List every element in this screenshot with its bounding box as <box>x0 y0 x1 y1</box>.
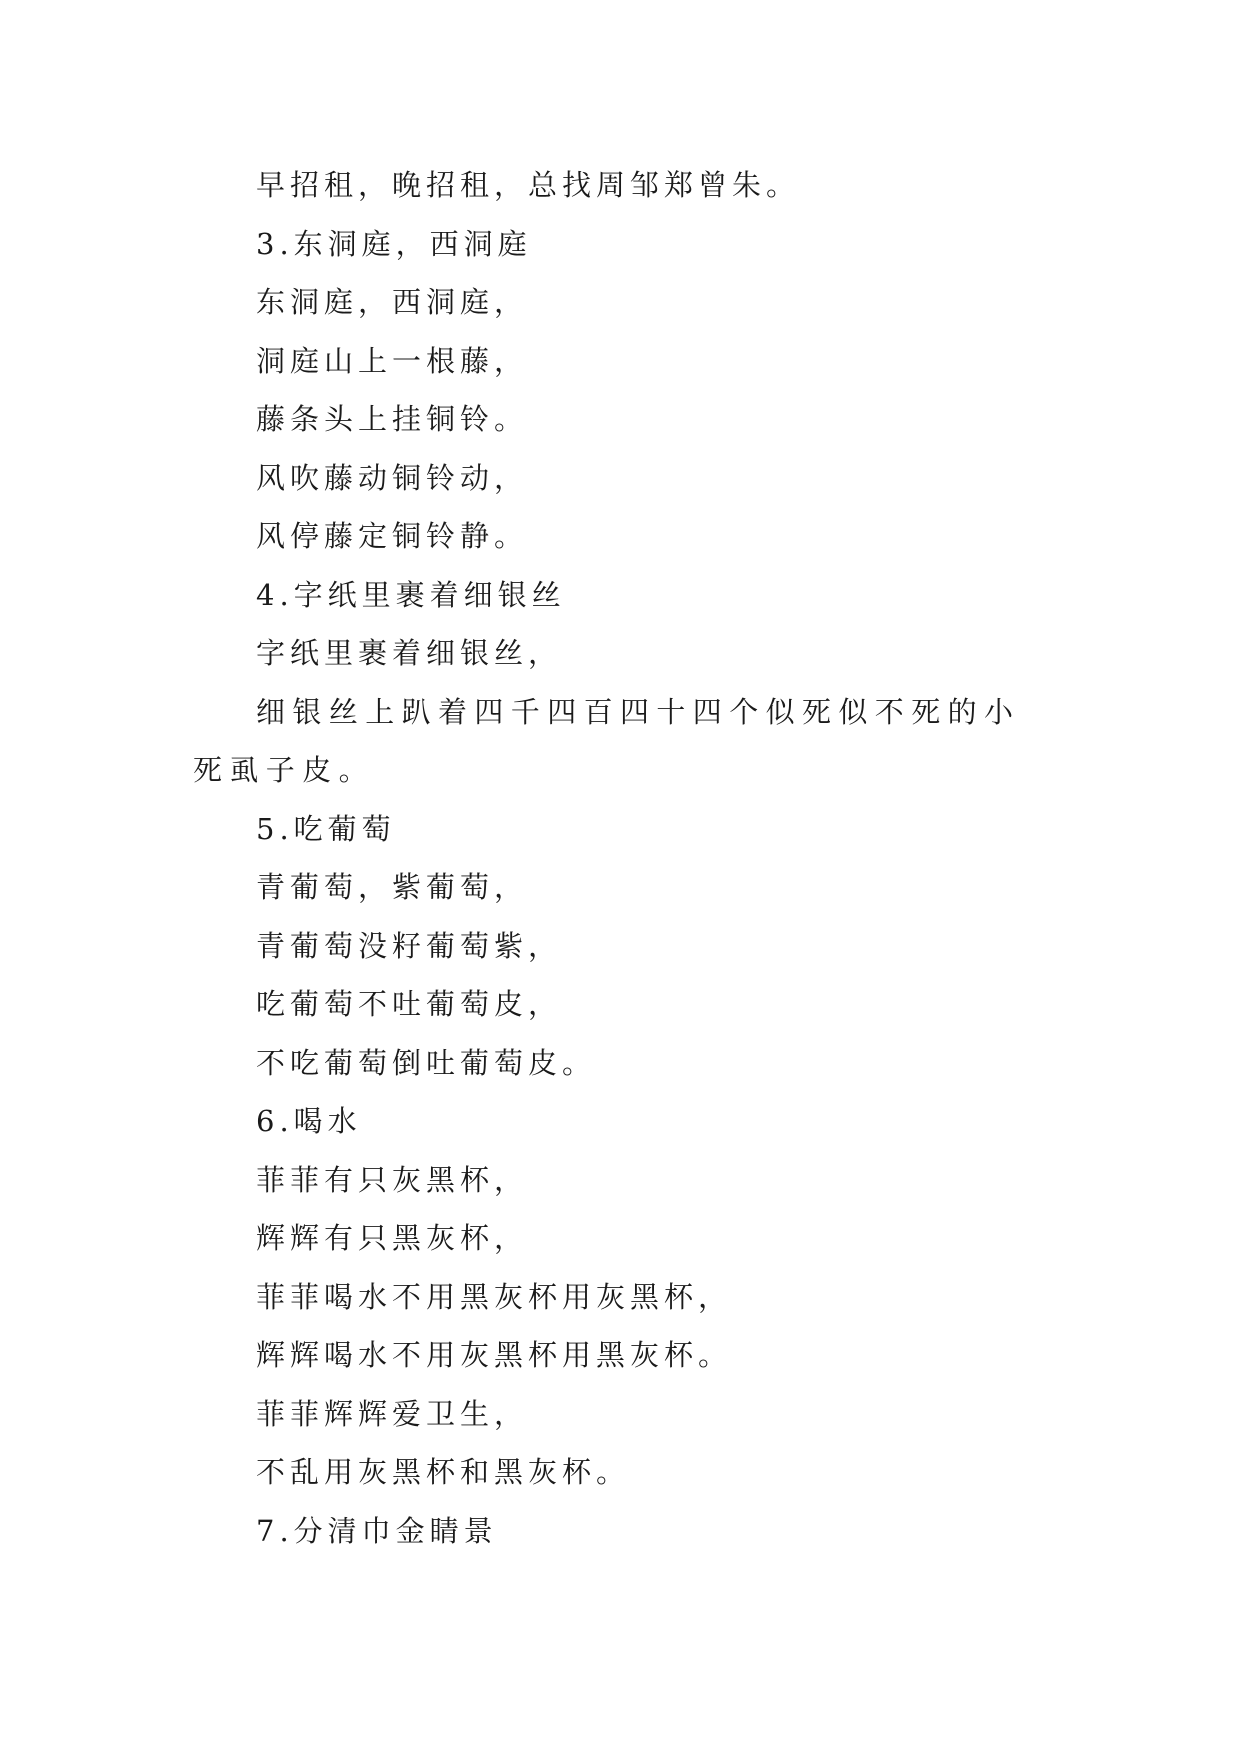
text-line: 青葡萄没籽葡萄紫， <box>256 928 563 963</box>
text-line: 洞庭山上一根藤， <box>256 343 529 378</box>
text-line: 早招租，晚招租，总找周邹郑曾朱。 <box>256 168 801 202</box>
text-line: 青葡萄，紫葡萄， <box>256 870 529 904</box>
text-line: 风吹藤动铜铃动， <box>256 460 529 495</box>
text-line: 不吃葡萄倒吐葡萄皮。 <box>256 1045 597 1080</box>
text-line: 不乱用灰黑杯和黑灰杯。 <box>256 1455 631 1489</box>
text-line: 辉辉喝水不用灰黑杯用黑灰杯。 <box>256 1338 733 1372</box>
text-paragraph: 细银丝上趴着四千四百四十四个似死似不死的小死虱子皮。 <box>193 694 1021 787</box>
text-line: 菲菲辉辉爱卫生， <box>256 1396 529 1431</box>
text-line: 辉辉有只黑灰杯， <box>256 1221 529 1255</box>
section-heading: 7.分清巾金睛景 <box>256 1513 498 1548</box>
text-line: 风停藤定铜铃静。 <box>256 519 529 553</box>
text-line: 东洞庭，西洞庭， <box>256 285 529 319</box>
section-heading: 6.喝水 <box>256 1104 362 1138</box>
text-line: 吃葡萄不吐葡萄皮， <box>256 987 563 1021</box>
section-heading: 5.吃葡萄 <box>256 811 396 846</box>
text-line: 藤条头上挂铜铃。 <box>256 402 529 436</box>
text-line: 菲菲喝水不用黑灰杯用灰黑杯， <box>256 1279 733 1314</box>
section-heading: 3.东洞庭，西洞庭 <box>256 226 532 261</box>
text-line: 菲菲有只灰黑杯， <box>256 1162 529 1197</box>
text-line: 字纸里裹着细银丝， <box>256 636 563 670</box>
document-body <box>193 156 1053 1560</box>
section-heading: 4.字纸里裹着细银丝 <box>256 577 566 612</box>
